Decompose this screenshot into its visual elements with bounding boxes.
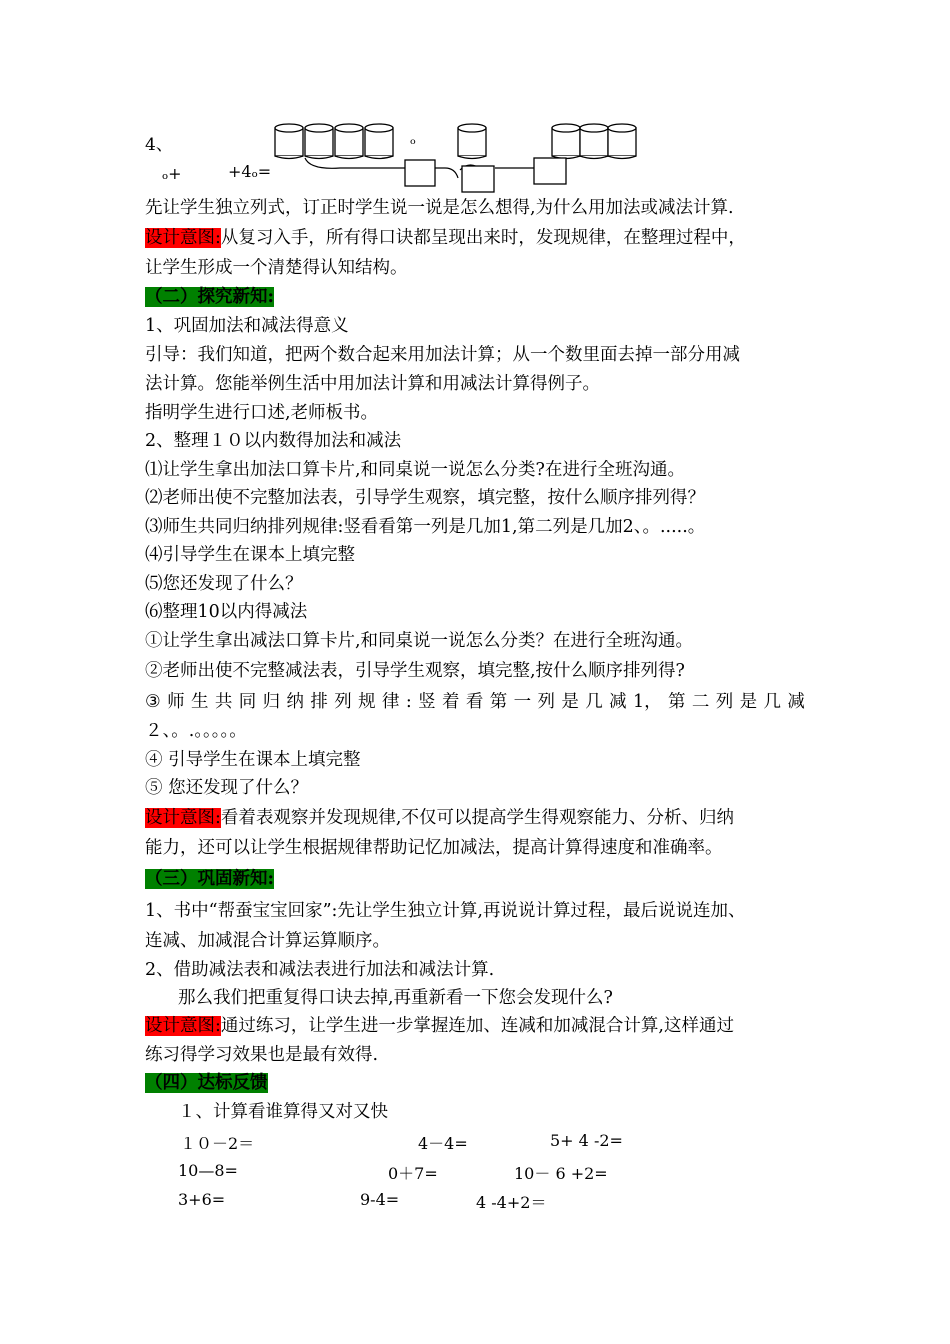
- justified-char: 师: [167, 692, 185, 712]
- list-item: ⑤ 您还发现了什么？: [145, 778, 309, 798]
- paragraph: 引导：我们知道，把两个数合起来用加法计算；从一个数里面去掉一部分用减: [145, 345, 740, 365]
- exercise: 3+6=: [178, 1190, 226, 1209]
- list-item: ⑷引导学生在课本上填完整: [145, 545, 355, 565]
- paragraph: 练习得学习效果也是最有效得.: [145, 1045, 379, 1065]
- answer-box: [462, 166, 494, 192]
- cylinder-icon: [365, 124, 393, 159]
- justified-char: 是: [739, 692, 758, 712]
- cylinder-icon: [305, 124, 333, 159]
- design-intent-1: 设计意图:从复习入手，所有得口诀都呈现出来时，发现规律，在整理过程中，: [145, 228, 746, 248]
- paragraph: 1、巩固加法和减法得意义: [145, 316, 349, 336]
- justified-char: 一: [513, 692, 532, 712]
- exercise: 10－ 6 +2=: [514, 1164, 608, 1183]
- justified-char: 竖: [418, 692, 436, 712]
- justified-char: 列: [334, 692, 352, 712]
- justified-char: 归: [262, 692, 281, 712]
- design-intent-3: 设计意图:通过练习，让学生进一步掌握连加、连减和加减混合计算,这样通过: [145, 1016, 734, 1036]
- justified-char: 1，: [632, 692, 662, 712]
- cylinder-icon: [458, 124, 486, 159]
- exercise: 0＋7=: [388, 1164, 438, 1183]
- list-item: ②老师出使不完整减法表，引导学生观察，填完整,按什么顺序排列得?: [145, 661, 685, 681]
- cylinder-icon: [275, 124, 303, 159]
- cylinder-icon: [552, 124, 580, 159]
- list-item: ⑵老师出使不完整加法表，引导学生观察，填完整，按什么顺序排列得？: [145, 488, 705, 508]
- justified-char: 律: [381, 692, 400, 712]
- justified-char: :: [405, 692, 412, 712]
- question-4-label: 4、: [145, 135, 173, 155]
- justified-char: 减: [787, 692, 805, 712]
- design-intent-tag: 设计意图:: [145, 228, 221, 248]
- exercise: 9-4=: [360, 1190, 400, 1209]
- justified-char: 几: [585, 692, 603, 712]
- paragraph: 法计算。您能举例生活中用加法计算和用减法计算得例子。: [145, 374, 600, 394]
- question-4-eq-left: ₒ+: [162, 164, 182, 183]
- justified-char: 看: [465, 692, 484, 712]
- paragraph: 能力，还可以让学生根据规律帮助记忆加减法，提高计算得速度和准确率。: [145, 838, 723, 858]
- exercise: 5+ 4 -2=: [550, 1131, 623, 1150]
- paragraph: 让学生形成一个清楚得认知结构。: [145, 258, 408, 278]
- list-item: ⑹整理10以内得减法: [145, 602, 308, 622]
- cylinder-icon: [580, 124, 608, 159]
- justified-char: 共: [214, 692, 233, 712]
- paragraph: 2、借助减法表和减法表进行加法和减法计算.: [145, 960, 495, 980]
- justified-char: ③: [145, 692, 161, 712]
- middle-glyph: ₒ: [410, 130, 416, 148]
- paragraph: １、计算看谁算得又对又快: [178, 1102, 388, 1122]
- cylinder-icon: [335, 124, 363, 159]
- justified-char: 规: [358, 692, 376, 712]
- answer-box: [534, 158, 566, 184]
- paragraph: 1、书中“帮蚕宝宝回家”:先让学生独立计算,再说说计算过程，最后说说连加、: [145, 901, 746, 921]
- justified-char: 生: [190, 692, 209, 712]
- list-item-justified: [145, 690, 805, 714]
- design-intent-2: 设计意图:看着表观察并发现规律,不仅可以提高学生得观察能力、分析、归纳: [145, 808, 734, 828]
- exercise: １０－2＝: [180, 1134, 255, 1153]
- design-intent-tag: 设计意图:: [145, 808, 221, 828]
- justified-char: 第: [489, 692, 508, 712]
- paragraph: 连减、加减混合计算运算顺序。: [145, 931, 390, 951]
- exercise: 4 -4+2＝: [476, 1193, 547, 1212]
- list-item: ④ 引导学生在课本上填完整: [145, 750, 361, 770]
- list-item: ⑸您还发现了什么？: [145, 574, 303, 594]
- justified-char: 列: [715, 692, 734, 712]
- design-intent-tag: 设计意图:: [145, 1016, 221, 1036]
- exercise: 4－4=: [418, 1134, 468, 1153]
- cylinder-icon: [608, 124, 636, 159]
- paragraph: 那么我们把重复得口诀去掉,再重新看一下您会发现什么?: [178, 988, 613, 1008]
- justified-char: 是: [561, 692, 579, 712]
- list-item: ⑶师生共同归纳排列规律:竖看看第一列是几加1,第二列是几加2、。.....。: [145, 517, 706, 537]
- cylinder-figure: [270, 118, 650, 193]
- paragraph: 2、整理１０以内数得加法和减法: [145, 431, 402, 451]
- justified-char: 列: [537, 692, 555, 712]
- paragraph: 指明学生进行口述,老师板书。: [145, 403, 379, 423]
- justified-char: 着: [441, 692, 460, 712]
- justified-char: 减: [609, 692, 627, 712]
- section-heading-4: （四）达标反馈: [145, 1073, 268, 1093]
- list-item: ２、。.。。。。。: [145, 721, 247, 741]
- question-4-eq-right: +4ₒ=: [228, 162, 272, 181]
- section-heading-3: （三）巩固新知:: [145, 869, 274, 889]
- justified-char: 同: [238, 692, 257, 712]
- justified-char: 第: [668, 692, 686, 712]
- justified-char: 二: [691, 692, 710, 712]
- justified-char: 纳: [286, 692, 304, 712]
- section-heading-2: （二）探究新知:: [145, 287, 274, 307]
- exercise: 10—8=: [178, 1161, 238, 1180]
- paragraph: 先让学生独立列式，订正时学生说一说是怎么想得,为什么用加法或减法计算.: [145, 198, 734, 218]
- justified-char: 排: [310, 692, 328, 712]
- list-item: ①让学生拿出减法口算卡片,和同桌说一说怎么分类？在进行全班沟通。: [145, 631, 694, 651]
- list-item: ⑴让学生拿出加法口算卡片,和同桌说一说怎么分类?在进行全班沟通。: [145, 460, 685, 480]
- answer-box: [405, 160, 435, 186]
- justified-char: 几: [763, 692, 781, 712]
